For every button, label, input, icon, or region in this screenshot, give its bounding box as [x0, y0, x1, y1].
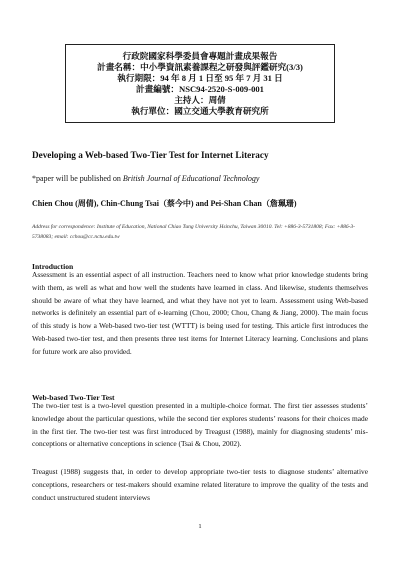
publication-note-prefix: *paper will be published on	[32, 174, 123, 183]
introduction-heading: Introduction	[32, 262, 74, 271]
header-line-project-number: 計畫編號：NSC94-2520-S-009-001	[136, 83, 264, 94]
correspondence-address: Address for correspondence: Institute of Education, National Chiao Tung University Hsinchu, Taiwan 30010. Tel: +886-3-5731808; Fax: +886-3-5738083; email: cchou@cc.nctu.edu.tw	[32, 224, 355, 240]
header-line-institution: 執行單位：國立交通大學教育研究所	[131, 105, 269, 116]
header-line-agency: 行政院國家科學委員會專題計畫成果報告	[122, 50, 278, 61]
paper-title: Developing a Web-based Two-Tier Test for Internet Literacy	[32, 150, 269, 160]
two-tier-test-paragraph: The two-tier test is a two-level question presented in a multiple-choice format. The first tier assesses students’ knowledge about the particular questions, while the second tier explores students’ reasons for their choices made in the first tier. The two-tier test was first introduced by Treagust (1988), mainly for diagnosing students’ mis-conceptions or alternative conceptions in science (Tsai & Chou, 2002).	[32, 401, 368, 449]
header-line-pi: 主持人：周倩	[174, 94, 226, 105]
publication-note	[32, 174, 259, 183]
page-number: 1	[198, 523, 202, 530]
header-line-period: 執行期限：94 年 8 月 1 日至 95 年 7 月 31 日	[117, 72, 283, 83]
web-based-two-tier-test-heading: Web-based Two-Tier Test	[32, 393, 115, 402]
treagust-paragraph: Treagust (1988) suggests that, in order to develop appropriate two-tier tests to diagnose students’ alternative conceptions, researchers or test-makers should examine related literature to improve the quality of the tests and conduct unstructured student interviews	[32, 467, 368, 502]
author-line: Chien Chou (周倩), Chin-Chung Tsai（蔡今中) and Pei-Shan Chan（詹珮珊)	[32, 199, 297, 208]
header-line-project-name: 計畫名稱：中小學資訊素養課程之研發與評鑑研究(3/3)	[97, 61, 303, 72]
journal-name: British Journal of Educational Technology	[122, 174, 260, 183]
report-header-box	[65, 44, 335, 123]
introduction-paragraph: Assessment is an essential aspect of all instruction. Teachers need to know what prior knowledge students bring with them, as well as what and how well the students have learned in class. And likewise, students themselves should be aware of what they have learned, and what they have not yet to learn. Assessment using Web-based networks is definitely an essential part of e-learning (Chou, 2000; Chou, Chang & Jiang, 2000). The main focus of this study is how a Web-based two-tier test (WTTT) is being used for testing. This article first introduces the Web-based two-tier test, and then presents three test items for Internet Literacy learning. Conclusions and plans for future work are also provided.	[32, 270, 368, 356]
